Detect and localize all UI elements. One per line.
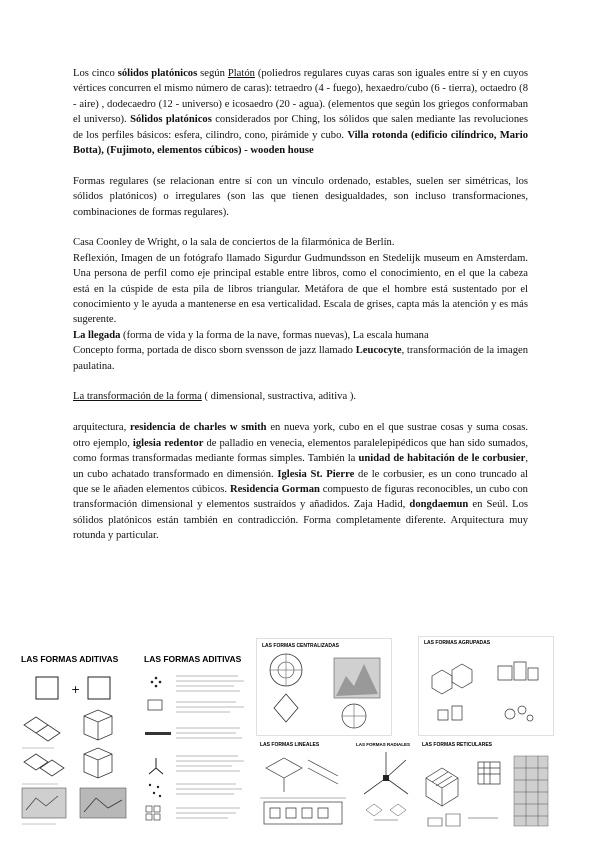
text-run: , un cubo achatado transformado en dimensión. — [73, 453, 528, 480]
fig3-title: LAS FORMAS CENTRALIZADAS — [262, 643, 339, 649]
bold-text: iglesia redentor — [132, 437, 204, 449]
bold-text: residencia de charles w smith — [129, 422, 267, 434]
additive-forms-list-sketch — [140, 650, 252, 830]
text-run: Concepto forma, portada de disco sborn svensson de jazz llamado — [73, 345, 356, 357]
svg-text:+: + — [71, 683, 81, 696]
paragraph-gap — [73, 374, 528, 389]
bold-text: Leucocyte — [355, 345, 402, 357]
linear-forms-sketch — [256, 738, 352, 832]
fig1-title: LAS FORMAS ADITIVAS — [21, 654, 119, 664]
paragraph — [73, 251, 528, 328]
bold-text: Iglesia St. Pierre — [277, 468, 355, 480]
paragraph — [73, 174, 528, 220]
grouped-forms-sketch — [418, 636, 554, 736]
paragraph — [73, 235, 528, 250]
bold-text: La llegada — [73, 329, 121, 341]
radial-forms-sketch — [354, 738, 418, 832]
figure-formas-agrupadas — [418, 636, 554, 736]
fig6-title: LAS FORMAS RADIALES — [356, 742, 410, 747]
text-run: , transformación de la imagen paulatina. — [73, 345, 528, 372]
text-run: Casa Coonley de Wright, o la sala de conciertos de la filarmónica de Berlín. — [73, 237, 395, 249]
paragraph — [73, 420, 528, 543]
figure-formas-reticulares — [418, 738, 554, 832]
fig5-title: LAS FORMAS LINEALES — [260, 742, 320, 748]
underlined-text: La transformación de la forma — [73, 391, 202, 403]
figure-formas-centralizadas — [256, 638, 392, 736]
bold-text: unidad de habitación de le corbusier — [358, 453, 526, 465]
paragraph — [73, 328, 528, 343]
text-run: en nueva york, cubo en el que sustrae cosas y suma cosas. otro ejemplo, — [73, 422, 528, 449]
bold-text: Residencia Gorman — [229, 483, 320, 495]
additive-cubes-sketch — [18, 650, 136, 830]
bold-text: Sólidos platónicos — [130, 114, 212, 126]
text-run: ( dimensional, sustractiva, aditiva ). — [201, 391, 357, 403]
text-run: compuesto de figuras reconocibles, un cubo con transformación dimensional y elementos sustraídos y añadidos. Zaja Hadid, — [73, 483, 528, 511]
grid-forms-sketch — [418, 738, 554, 832]
figure-formas-lineales — [256, 738, 352, 832]
centralized-forms-sketch — [256, 638, 392, 736]
text-run: considerados por Ching, los sólidos que salen mediante las revoluciones de los perfiles básicos: esfera, cilindro, cono, pirámide y cubo. — [73, 114, 528, 141]
text-run: Formas regulares (se relacionan entre sí con un vínculo ordenado, estables, suelen ser simétricas, los sólidos platónicos) o irregulares (son las que tienen desigualdades, son incluso transformaciones, combinaciones de formas regulares). — [73, 175, 528, 218]
text-run: (forma de vida y la forma de la nave, formas nuevas), La escala humana — [120, 329, 429, 341]
fig2-title: LAS FORMAS ADITIVAS — [144, 654, 242, 664]
text-run: arquitectura, — [73, 422, 130, 434]
paragraph — [73, 389, 528, 404]
text-run: en Seúl. Los sólidos platónicos están también en contradicción. Forma completamente diferente. Arquitectura muy rotunda y particular. — [73, 499, 528, 542]
document-body — [73, 66, 528, 544]
text-run: (poliedros regulares cuyas caras son iguales entre sí y en cuyos vértices concurren el mismo número de caras): tetraedro (4 - fuego), hexaedro/cubo (6 - tierra), octaedro (8 - aire) , dodecaedro (12 - universo) e icosaedro (20 - agua). (elementos que según los griegos conformaban el universo). — [73, 68, 528, 126]
bold-text: Villa rotonda (edificio cilíndrico, Mario Botta), (Fujimoto, elementos cúbicos) - wooden house — [73, 129, 528, 157]
figure-formas-aditivas-cubos — [18, 650, 136, 830]
text-run: de palladio en venecia, elementos paralelepipédicos que han sido sumados, como formas transformadas mediante formas simples. También la — [73, 437, 528, 465]
paragraph-gap — [73, 405, 528, 420]
fig4-title: LAS FORMAS AGRUPADAS — [424, 640, 491, 646]
bold-text: dongdaemun — [409, 499, 469, 511]
figure-formas-aditivas-lista — [140, 650, 252, 830]
text-run: de le corbusier, es un cono truncado al que se le añaden elementos cúbicos. — [73, 468, 528, 495]
text-run: Reflexión, Imagen de un fotógrafo llamado Sigurdur Gudmundsson en Stedelijk museum en Amsterdam. Una persona de perfil como eje principal estable entre libros, como el conocimiento, en el que la cabeza está en la cúspide de esta pila de libros triangular. Metáfora de que el hombre está sustentado por el conocimiento y le ayuda a mantenerse en esa verticalidad. Escala de grises, capta más la atención y es más sugerente. — [73, 252, 528, 326]
paragraph — [73, 343, 528, 374]
text-run: según — [197, 68, 228, 79]
bold-text: sólidos platónicos — [117, 68, 198, 79]
fig7-title: LAS FORMAS RETICULARES — [422, 742, 492, 748]
text-run: Los cinco — [73, 68, 118, 79]
paragraph — [73, 66, 528, 158]
underlined-text: Platón — [227, 68, 255, 79]
paragraph-gap — [73, 158, 528, 173]
figure-formas-radiales — [354, 738, 418, 832]
paragraph-gap — [73, 220, 528, 235]
